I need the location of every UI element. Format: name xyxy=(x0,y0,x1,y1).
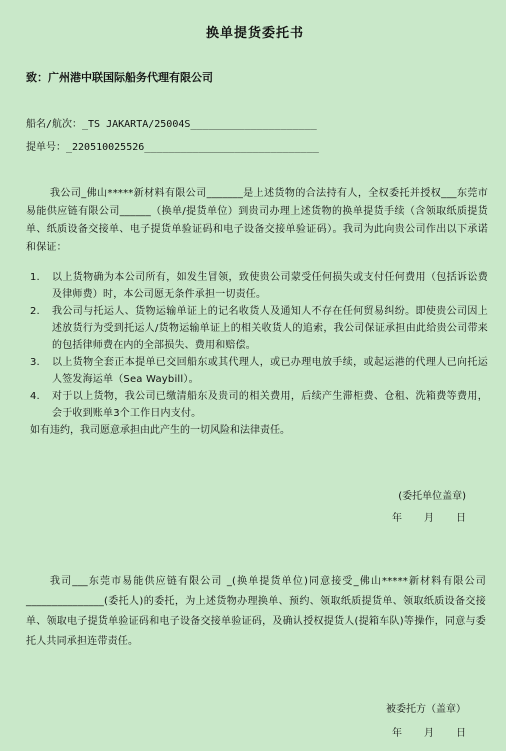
clause-item xyxy=(30,269,488,303)
agent-signature-block xyxy=(370,698,466,746)
bill-of-lading-field: 提单号：_220510025526_____________________________ xyxy=(26,142,319,153)
clause-item xyxy=(30,303,488,354)
clause-item xyxy=(30,388,488,422)
clause-number: 3. xyxy=(30,357,40,368)
liability-statement: 如有违约，我司愿意承担由此产生的一切风险和法律责任。 xyxy=(30,425,290,436)
year-label: 年 xyxy=(392,728,402,739)
agent-seal-label: 被委托方（盖章） xyxy=(386,704,466,715)
authorization-paragraph: 我公司_佛山*****新材料有限公司_______是上述货物的合法持有人，全权委托并授权___东莞市易能供应链有限公司______（换单/提货单位）到贵司办理上述货物的换单提货手续（含领取纸质提货单、纸质设备交接单、电子提货单验证码和电子设备交接单验证码）。我司为此向贵公司作出以下承诺和保证： xyxy=(26,188,488,253)
principal-signature-block xyxy=(370,486,466,530)
clause-item xyxy=(30,354,488,388)
day-label: 日 xyxy=(456,728,466,739)
clause-text: 以上货物全套正本提单已交回船东或其代理人，或已办理电放手续，或起运港的代理人已向托运人签发海运单（Sea Waybill）。 xyxy=(52,357,488,385)
agent-date-row xyxy=(370,722,466,746)
clause-number: 4. xyxy=(30,391,40,402)
authorization-section xyxy=(26,185,488,439)
vessel-voyage-field: 船名/航次：_TS JAKARTA/25004S_____________________ xyxy=(26,119,317,130)
day-label: 日 xyxy=(456,513,466,524)
year-label: 年 xyxy=(392,513,402,524)
recipient-line: 致：广州港中联国际船务代理有限公司 xyxy=(26,71,213,84)
clause-text: 以上货物确为本公司所有，如发生冒领，致使贵公司蒙受任何损失或支付任何费用（包括诉讼费及律师费）时，本公司愿无条件承担一切责任。 xyxy=(52,272,488,300)
clause-text: 对于以上货物，我公司已缴清船东及贵司的相关费用，后续产生滞柜费、仓租、洗箱费等费用，会于收到账单3个工作日内支付。 xyxy=(52,391,488,419)
clause-number: 1. xyxy=(30,272,40,283)
document-title: 换单提货委托书 xyxy=(205,26,304,41)
month-label: 月 xyxy=(424,728,434,739)
principal-seal-label: (委托单位盖章) xyxy=(398,491,466,502)
acceptance-paragraph: 我司___东莞市易能供应链有限公司 _(换单提货单位)同意接受_佛山*****新材料有限公司_______________(委托人)的委托，为上述货物办理换单、预约、领取纸质提货单、领取纸质设备交接单、领取电子提货单验证码和电子设备交接单验证码，及确认授权提货人(提箱车队)等操作，同意与委托人共同承担连带责任。 xyxy=(26,576,486,647)
clause-text: 我公司与托运人、货物运输单证上的记名收货人及通知人不存在任何贸易纠纷。即使贵公司因上述放货行为受到托运人/货物运输单证上的相关收货人的追索，我公司保证承担由此给贵公司带来的包括律师费在内的全部损失、费用和赔偿。 xyxy=(52,306,488,351)
principal-date-row xyxy=(370,508,466,530)
clause-number: 2. xyxy=(30,306,40,317)
commitment-list xyxy=(26,269,488,422)
month-label: 月 xyxy=(424,513,434,524)
